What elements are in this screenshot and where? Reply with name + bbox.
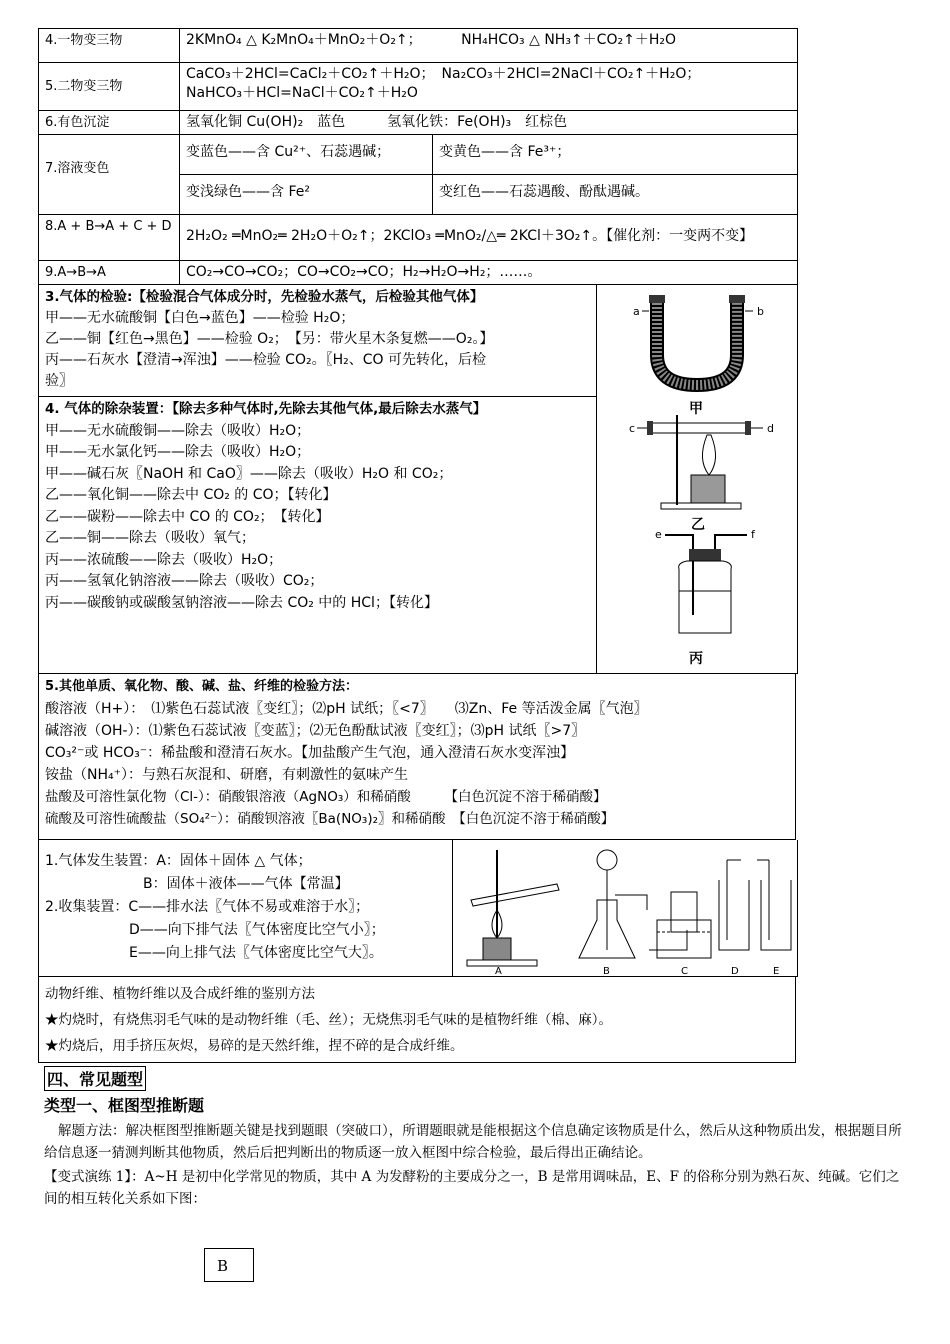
method-paragraph: 解题方法：解决框图型推断题关键是找到题眼（突破口），所谓题眼就是能根据这个信息确定该物质是什么，然后从这种物质出发，根据题目所给信息逐一猜测判断其他物质，然后后把判断出的物质逐一放入框图中综合检验，最后得出正确结论。: [44, 1123, 902, 1161]
exercise-paragraph: 【变式演练 1】：A~H 是初中化学常见的物质，其中 A 为发酵粉的主要成分之一，B 是常用调味品，E、F 的俗称分别为熟石灰、纯碱。它们之间的相互转化关系如下图：: [44, 1169, 900, 1207]
reaction-table: [38, 28, 798, 285]
label-b: b: [757, 305, 764, 318]
list-item: 酸溶液（H+）： ⑴紫色石蕊试液〖变红〗；⑵pH 试纸；〖<7〗 ⑶Zn、Fe 等活泼金属〖气泡〗: [45, 701, 648, 717]
section-title: 四、常见题型: [44, 1066, 146, 1091]
label-f: f: [751, 528, 755, 541]
apparatus-figure: [597, 285, 797, 673]
list-item: 丙——石灰水【澄清→浑浊】——检验 CO₂。〖H₂、CO 可先转化，后检: [45, 352, 486, 368]
u-tube-icon: [642, 295, 753, 385]
generation-figure: [457, 840, 797, 976]
other-check-title: 5.其他单质、氧化物、酸、碱、盐、纤维的检验方法：: [45, 679, 358, 694]
label-bing: 丙: [689, 651, 703, 667]
figure-label-b: B: [603, 966, 610, 976]
list-item: 乙——氧化铜——除去中 CO₂ 的 CO；【转化】: [45, 487, 337, 503]
list-item: 甲——碱石灰〖NaOH 和 CaO〗——除去（吸收）H₂O 和 CO₂；: [45, 465, 453, 482]
list-item: 乙——铜——除去（吸收）氧气；: [45, 530, 255, 546]
list-item: 1.气体发生装置：A：固体＋固体 △ 气体；: [45, 853, 312, 869]
list-item: 铵盐（NH₄⁺）：与熟石灰混和、研磨，有刺激性的氨味产生: [45, 767, 409, 783]
gas-check-title: 3.气体的检验:【检验混合气体成分时，先检验水蒸气，后检验其他气体】: [45, 289, 484, 305]
row-content: 氢氧化铜 Cu(OH)₂ 蓝色 氢氧化铁：Fe(OH)₃ 红棕色: [180, 111, 798, 135]
row-content: 2KMnO₄ △ K₂MnO₄＋MnO₂＋O₂↑； NH₄HCO₃ △ NH₃↑＋CO₂↑＋H₂O: [180, 29, 798, 63]
row-label: 5.二物变三物: [39, 63, 180, 111]
solid-heating-apparatus-icon: [467, 850, 559, 966]
heated-tube-icon: [637, 415, 763, 509]
figure-label-a: A: [495, 966, 502, 976]
color-cell: 变浅绿色——含 Fe²: [180, 175, 433, 215]
list-item: CO₃²⁻或 HCO₃⁻：稀盐酸和澄清石灰水。【加盐酸产生气泡，通入澄清石灰水变浑浊】: [45, 745, 575, 761]
gas-section: [38, 285, 798, 674]
table-row: [39, 63, 798, 111]
generation-text: [39, 840, 453, 976]
flask-funnel-apparatus-icon: [579, 850, 647, 958]
list-item: 甲——无水硫酸铜【白色→蓝色】——检验 H₂O；: [45, 310, 355, 326]
row-label: 6.有色沉淀: [39, 111, 180, 135]
gas-washing-bottle-icon: [665, 535, 747, 633]
diagram-box-b: B: [204, 1248, 254, 1282]
water-collection-icon: [649, 892, 711, 958]
list-item: 丙——氢氧化钠溶液——除去（吸收）CO₂；: [45, 573, 324, 589]
figure-label-d: D: [731, 966, 739, 976]
table-row: [39, 135, 798, 175]
row-label: 7.溶液变色: [39, 135, 180, 215]
list-item: 乙——碳粉——除去中 CO 的 CO₂； 【转化】: [45, 508, 330, 525]
list-item: 硫酸及可溶性硫酸盐（SO₄²⁻）：硝酸钡溶液〖Ba(NO₃)₂〗和稀硝酸 【白色沉淀不溶于稀硝酸】: [45, 811, 615, 827]
color-cell: 变红色——石蕊遇酸、酚酞遇碱。: [433, 175, 798, 215]
color-cell: 变蓝色——含 Cu²⁺、石蕊遇碱；: [180, 135, 433, 175]
label-c: c: [629, 422, 636, 435]
table-row: [39, 261, 798, 285]
gas-text: [39, 285, 597, 673]
list-item: 盐酸及可溶性氯化物（Cl-）：硝酸银溶液（AgNO₃）和稀硝酸 【白色沉淀不溶于稀硝酸】: [45, 789, 607, 805]
gas-remove-title: 4. 气体的除杂装置：【除去多种气体时,先除去其他气体,最后除去水蒸气】: [45, 401, 487, 417]
list-item: 动物纤维、植物纤维以及合成纤维的鉴别方法: [45, 986, 315, 1002]
label-yi: 乙: [691, 517, 705, 533]
section-4: [44, 1066, 904, 1210]
table-row: [39, 215, 798, 261]
row-content: CaCO₃＋2HCl=CaCl₂＋CO₂↑＋H₂O； Na₂CO₃＋2HCl=2NaCl＋CO₂↑＋H₂O； NaHCO₃＋HCl=NaCl＋CO₂↑＋H₂O: [180, 63, 798, 111]
color-cell: 变黄色——含 Fe³⁺；: [433, 135, 798, 175]
list-item: 2.收集装置：C——排水法〖气体不易或难溶于水〗；: [45, 899, 370, 915]
list-item: 丙——浓硫酸——除去（吸收）H₂O；: [45, 551, 283, 568]
figure-label-e: E: [773, 966, 780, 976]
list-item: 碱溶液（OH-）：⑴紫色石蕊试液〖变蓝〗；⑵无色酚酞试液〖变红〗；⑶pH 试纸〖>7〗: [45, 723, 586, 739]
row-content: 2H₂O₂ ═MnO₂═ 2H₂O＋O₂↑；2KClO₃ ═MnO₂/△═ 2KCl＋3O₂↑。【催化剂：一变两不变】: [180, 215, 798, 261]
list-item: 验〗: [45, 373, 73, 389]
table-row: [39, 29, 798, 63]
list-item: 甲——无水氯化钙——除去（吸收）H₂O；: [45, 444, 311, 460]
list-item: 甲——无水硫酸铜——除去（吸收）H₂O；: [45, 422, 311, 439]
label-a: a: [633, 305, 640, 318]
list-item: ★灼烧时，有烧焦羽毛气味的是动物纤维（毛、丝）；无烧焦羽毛气味的是植物纤维（棉、麻）。: [45, 1012, 612, 1028]
list-item: D——向下排气法〖气体密度比空气小〗；: [45, 922, 385, 938]
table-row: [39, 111, 798, 135]
list-item: E——向上排气法〖气体密度比空气大〗。: [45, 945, 383, 961]
row-label: 9.A→B→A: [39, 261, 180, 285]
list-item: ★灼烧后，用手挤压灰烬，易碎的是天然纤维，捏不碎的是合成纤维。: [45, 1038, 464, 1054]
upward-air-collection-icon: [757, 860, 791, 950]
row-content: CO₂→CO→CO₂；CO→CO₂→CO；H₂→H₂O→H₂；……。: [180, 261, 798, 285]
row-label: 8.A + B→A + C + D: [39, 215, 180, 261]
downward-air-collection-icon: [719, 860, 749, 950]
list-item: 乙——铜【红色→黑色】——检验 O₂； 【另：带火星木条复燃——O₂。】: [45, 331, 494, 347]
other-check-section: [38, 674, 796, 840]
gas-remove: [39, 397, 596, 616]
row-label: 4.一物变三物: [39, 29, 180, 63]
label-e: e: [655, 528, 662, 541]
list-item: B：固体＋液体——气体【常温】: [45, 876, 349, 892]
type-title: 类型一、框图型推断题: [44, 1096, 205, 1115]
fiber-section: [38, 977, 796, 1063]
label-jia: 甲: [689, 401, 703, 417]
gas-check: [39, 285, 596, 397]
document-page: [38, 28, 798, 1063]
list-item: 丙——碳酸钠或碳酸氢钠溶液——除去 CO₂ 中的 HCl；【转化】: [45, 594, 438, 611]
generation-section: [38, 840, 798, 977]
label-d: d: [767, 422, 774, 435]
figure-label-c: C: [681, 966, 688, 976]
